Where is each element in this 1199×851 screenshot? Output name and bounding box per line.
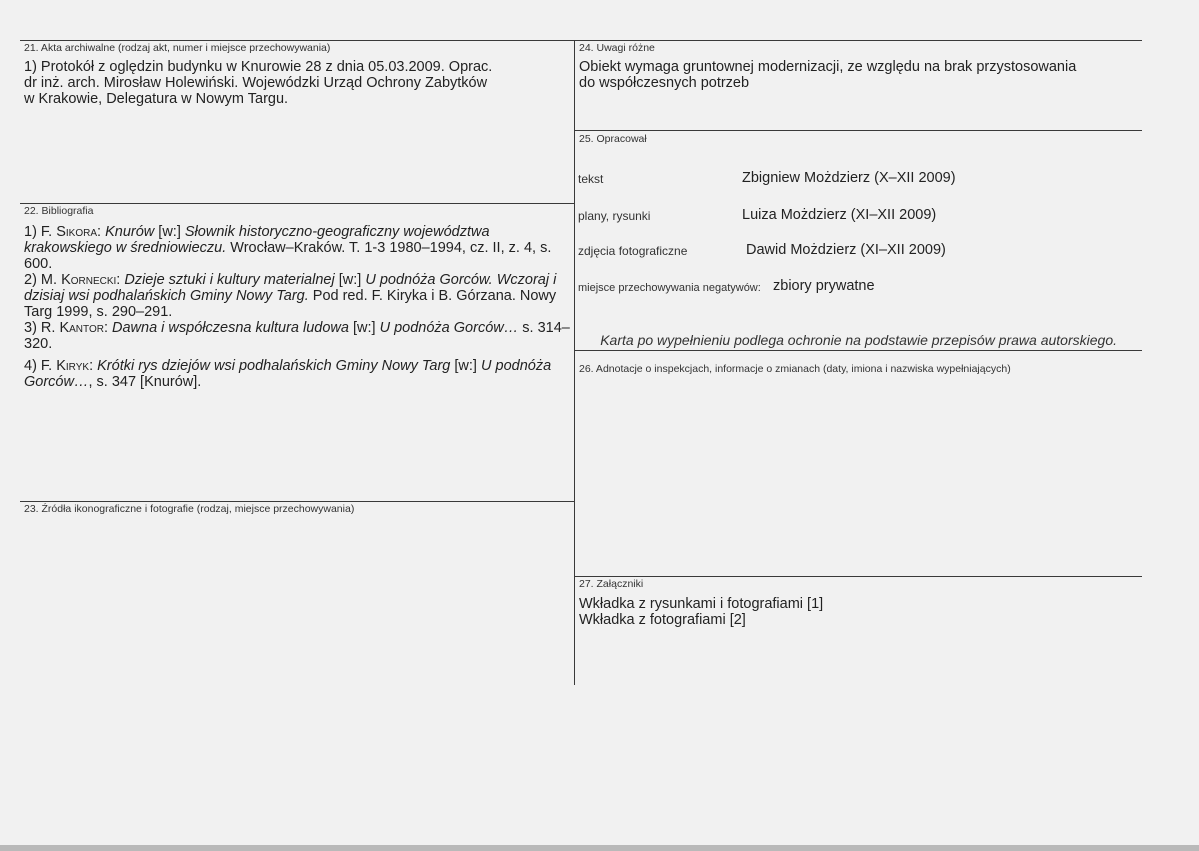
rule-top-left xyxy=(20,40,575,41)
section-24-line: do współczesnych potrzeb xyxy=(579,75,750,91)
bib-title: Knurów xyxy=(105,224,155,240)
rule-23 xyxy=(20,501,574,502)
bibliography-list xyxy=(24,224,572,390)
section-24-line: Obiekt wymaga gruntownej modernizacji, ze względu na brak przystosowania xyxy=(579,59,1077,75)
rule-22 xyxy=(20,203,574,204)
rule-25 xyxy=(575,130,1142,131)
section-25-label: 25. Opracował xyxy=(579,133,647,145)
credit-value: Zbigniew Możdzierz (X–XII 2009) xyxy=(742,170,956,186)
bib-title: Dzieje sztuki i kultury materialnej xyxy=(124,272,335,288)
credit-row-photos xyxy=(578,240,1138,258)
section-21-line: w Krakowie, Delegatura w Nowym Targu. xyxy=(24,91,289,107)
credit-key: zdjęcia fotograficzne xyxy=(578,244,688,258)
rule-27 xyxy=(575,576,1142,577)
copyright-note: Karta po wypełnieniu podlega ochronie na podstawie przepisów prawa autorskiego. xyxy=(600,332,1117,348)
credit-key: tekst xyxy=(578,172,604,186)
section-21-line: 1) Protokół z oględzin budynku w Knurowie 28 z dnia 05.03.2009. Oprac. xyxy=(24,59,493,75)
section-23-label: 23. Źródła ikonograficzne i fotografie (rodzaj, miejsce przechowywania) xyxy=(24,503,355,515)
section-26-label: 26. Adnotacje o inspekcjach, informacje o zmianach (daty, imiona i nazwiska wypełniających) xyxy=(579,363,1011,375)
section-27-text xyxy=(579,596,1139,628)
bib-source-title: U podnóża Gorców. Wczoraj i dzisiaj wsi podhalańskich Gminy Nowy Targ. xyxy=(24,272,557,304)
negatives-value: zbiory prywatne xyxy=(773,278,875,294)
section-21-line: dr inż. arch. Mirosław Holewiński. Wojewódzki Urząd Ochrony Zabytków xyxy=(24,75,488,91)
bib-author: Kiryk xyxy=(56,358,90,374)
section-21-text xyxy=(24,59,569,107)
credit-value: Dawid Możdzierz (XI–XII 2009) xyxy=(746,242,946,258)
bib-source-title: U podnóża Gorców… xyxy=(24,358,552,390)
bib-title: Krótki rys dziejów wsi podhalańskich Gminy Nowy Targ xyxy=(97,358,451,374)
credit-row-drawings xyxy=(578,205,1138,223)
credit-key: plany, rysunki xyxy=(578,209,651,223)
credit-row-text xyxy=(578,168,1138,186)
bib-source-title: Słownik historyczno-geograficzny województwa krakowskiego w średniowieczu. xyxy=(24,224,490,256)
bibliography-item: 1) F. Sikora: Knurów [w:] Słownik historyczno-geograficzny województwa krakowskiego w średniowieczu. Wrocław–Kraków. T. 1-3 1980–1994, cz. II, z. 4, s. 600. xyxy=(24,224,552,272)
section-27-label: 27. Załączniki xyxy=(579,578,644,590)
section-21-label: 21. Akta archiwalne (rodzaj akt, numer i miejsce przechowywania) xyxy=(24,42,331,54)
bib-source-title: U podnóża Gorców… xyxy=(379,320,519,336)
center-divider xyxy=(574,40,575,685)
negatives-row xyxy=(578,276,1138,294)
bib-author: Kantor xyxy=(59,320,104,336)
attachment-item: Wkładka z rysunkami i fotografiami [1] xyxy=(579,596,824,612)
rule-top-right xyxy=(575,40,1142,41)
section-24-label: 24. Uwagi różne xyxy=(579,42,655,54)
bibliography-item: 2) M. Kornecki: Dzieje sztuki i kultury materialnej [w:] U podnóża Gorców. Wczoraj i dzisiaj wsi podhalańskich Gminy Nowy Targ. Pod red. F. Kiryka i B. Górzana. Nowy Targ 1999, s. 290–291. xyxy=(24,272,557,320)
negatives-label: miejsce przechowywania negatywów: xyxy=(578,282,761,294)
section-22-label: 22. Bibliografia xyxy=(24,205,94,217)
bibliography-item: 3) R. Kantor: Dawna i współczesna kultura ludowa [w:] U podnóża Gorców… s. 314–320. xyxy=(24,320,570,352)
attachment-item: Wkładka z fotografiami [2] xyxy=(579,612,746,628)
bibliography-item: 4) F. Kiryk: Krótki rys dziejów wsi podhalańskich Gminy Nowy Targ [w:] U podnóża Gorców…, s. 347 [Knurów]. xyxy=(24,358,552,390)
bib-author: Kornecki xyxy=(61,272,117,288)
credit-value: Luiza Możdzierz (XI–XII 2009) xyxy=(742,207,937,223)
bib-title: Dawna i współczesna kultura ludowa xyxy=(112,320,349,336)
bib-author: Sikora xyxy=(56,224,98,240)
section-24-text xyxy=(579,59,1139,91)
rule-26 xyxy=(575,350,1142,351)
